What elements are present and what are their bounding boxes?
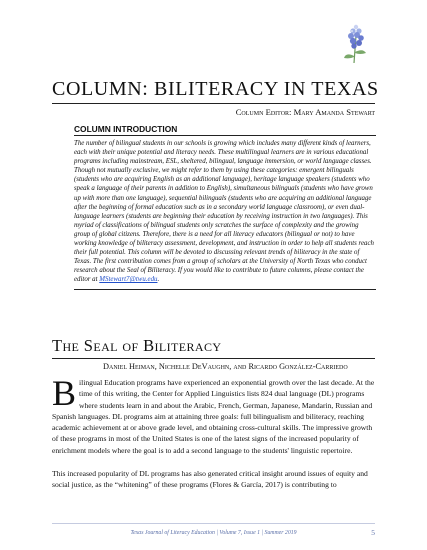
column-title: COLUMN: BILITERACY IN TEXAS xyxy=(52,78,379,100)
intro-paragraph: The number of bilingual students in our schools is growing which includes many different kinds of learners, each with their unique potential and literacy needs. These multilingual learners are in various educational programs including mainstream, ESL, sheltered, bilingual, language immersion, or world language classes. Though not mutually exclusive, we might refer to them by using these categories: emergent bilinguals (students who are acquiring English as an additional language), heritage language speakers (students who speak a language of their parents in addition to English), simultaneous bilinguals (students who have grown up with more than one language), sequential bilinguals (students who are acquiring an additional language after the beginning of formal education such as in a secondary world language classroom), or even dual-language learners (students are beginning their education by receiving instruction in two languages). This myriad of classifications of bilingual students only scratches the surface of complexity and the growing group of global citizens. Therefore, there is a need for all literacy educators (bilingual or not) to have working knowledge of biliteracy assessment, development, and instruction in order to help all students reach their full potential. This column will be devoted to discussing relevant trends of biliteracy in the state of Texas. The first contribution comes from a group of scholars at the University of North Texas who conduct research about the Seal of Biliteracy. If you would like to contribute to future columns, please contact the editor at xyxy=(74,140,374,284)
intro-end: . xyxy=(157,276,160,284)
column-editor: Column Editor: Mary Amanda Stewart xyxy=(235,107,375,117)
editor-email-link[interactable]: MStewart7@twu.edu xyxy=(99,276,158,284)
article-authors: Daniel Heiman, Nichelle DeVaughn, and Ricardo González-Carriedo xyxy=(103,362,348,371)
column-introduction xyxy=(74,124,376,290)
title-divider xyxy=(52,103,375,104)
paragraph-1: Bilingual Education programs have experienced an exponential growth over the last decade. At the time of this writing, the Center for Applied Linguistics lists 824 dual language (DL) programs where students learn in and about the Arabic, French, German, Japanese, Mandarin, Russian and Spanish languages. DL programs aim at attaining three goals: full bilingualism and biliteracy, reaching academic achievement at or above grade level, and obtaining cross-cultural skills. The impressive growth of these programs in most of the United States is one of the latest signs of the increased popularity of enrichment models where the goal is to add a second language to the students' linguistic repertoire. xyxy=(52,373,375,455)
intro-heading: COLUMN INTRODUCTION xyxy=(74,124,376,136)
intro-text xyxy=(74,139,376,290)
bluebonnet-flower-icon xyxy=(340,22,370,64)
page-number: 5 xyxy=(371,528,375,537)
journal-footer: Texas Journal of Literacy Education | Volume 7, Issue 1 | Summer 2019 xyxy=(130,530,297,536)
paragraph-2: This increased popularity of DL programs has also generated critical insight around issues of equity and social justice, as the “whitening” of these programs (Flores & García, 2017) is contributing to xyxy=(52,469,368,490)
article-title: The Seal of Biliteracy xyxy=(52,336,222,355)
drop-cap: B xyxy=(52,373,77,413)
article-body xyxy=(52,373,375,503)
footer-divider xyxy=(52,523,375,524)
article-title-divider xyxy=(52,358,375,359)
